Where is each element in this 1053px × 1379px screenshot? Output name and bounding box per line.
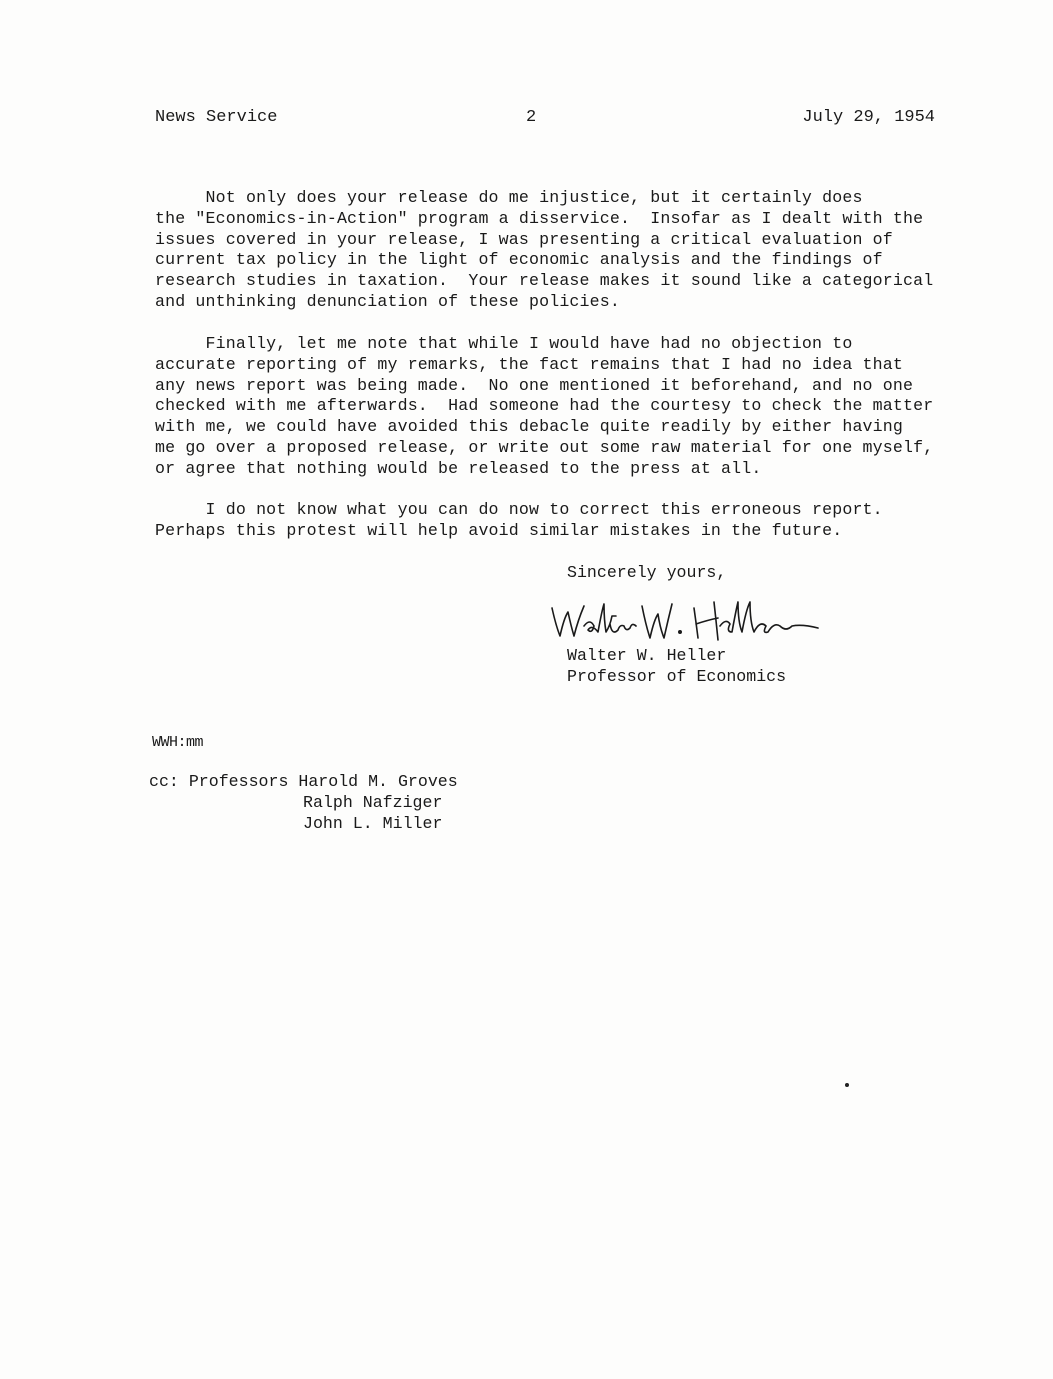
paragraph-line: Not only does your release do me injustice, but it certainly does (155, 188, 863, 207)
paragraph-line: research studies in taxation. Your release makes it sound like a categorical (155, 271, 934, 291)
handwritten-signature (546, 596, 822, 644)
paragraph-line: Perhaps this protest will help avoid similar mistakes in the future. (155, 520, 843, 540)
paragraph-line: or agree that nothing would be released to the press at all. (155, 458, 762, 478)
closing-salutation: Sincerely yours, (567, 563, 727, 582)
paragraph-line: me go over a proposed release, or write out some raw material for one myself, (155, 437, 934, 457)
paragraph-1 (155, 188, 955, 313)
paragraph-line: Finally, let me note that while I would have had no objection to (155, 334, 853, 353)
paragraph-line: issues covered in your release, I was presenting a critical evaluation of (155, 229, 893, 249)
paragraph-2 (155, 334, 955, 480)
page-header (155, 106, 935, 130)
paper-speck (845, 1083, 849, 1087)
paragraph-line: checked with me afterwards. Had someone had the courtesy to check the matter (155, 396, 934, 416)
letter-date: July 29, 1954 (802, 108, 935, 127)
cc-line: Ralph Nafziger (303, 793, 443, 812)
header-recipient: News Service (155, 108, 278, 127)
page-number: 2 (526, 108, 537, 127)
paragraph-line: current tax policy in the light of economic analysis and the findings of (155, 250, 883, 270)
cc-line: John L. Miller (303, 814, 443, 833)
paragraph-line: any news report was being made. No one mentioned it beforehand, and no one (155, 375, 914, 395)
paragraph-line: and unthinking denunciation of these policies. (155, 291, 620, 311)
signer-title: Professor of Economics (567, 667, 787, 686)
paragraph-3 (155, 500, 955, 542)
paragraph-line: the "Economics-in-Action" program a disservice. Insofar as I dealt with the (155, 208, 924, 228)
signer-name: Walter W. Heller (567, 646, 727, 665)
typist-initials: WWH:mm (152, 734, 204, 751)
cc-line: cc: Professors Harold M. Groves (149, 772, 458, 791)
paragraph-line: accurate reporting of my remarks, the fact remains that I had no idea that (155, 354, 903, 374)
paragraph-line: I do not know what you can do now to correct this erroneous report. (155, 500, 883, 519)
paragraph-line: with me, we could have avoided this debacle quite readily by either having (155, 417, 903, 437)
